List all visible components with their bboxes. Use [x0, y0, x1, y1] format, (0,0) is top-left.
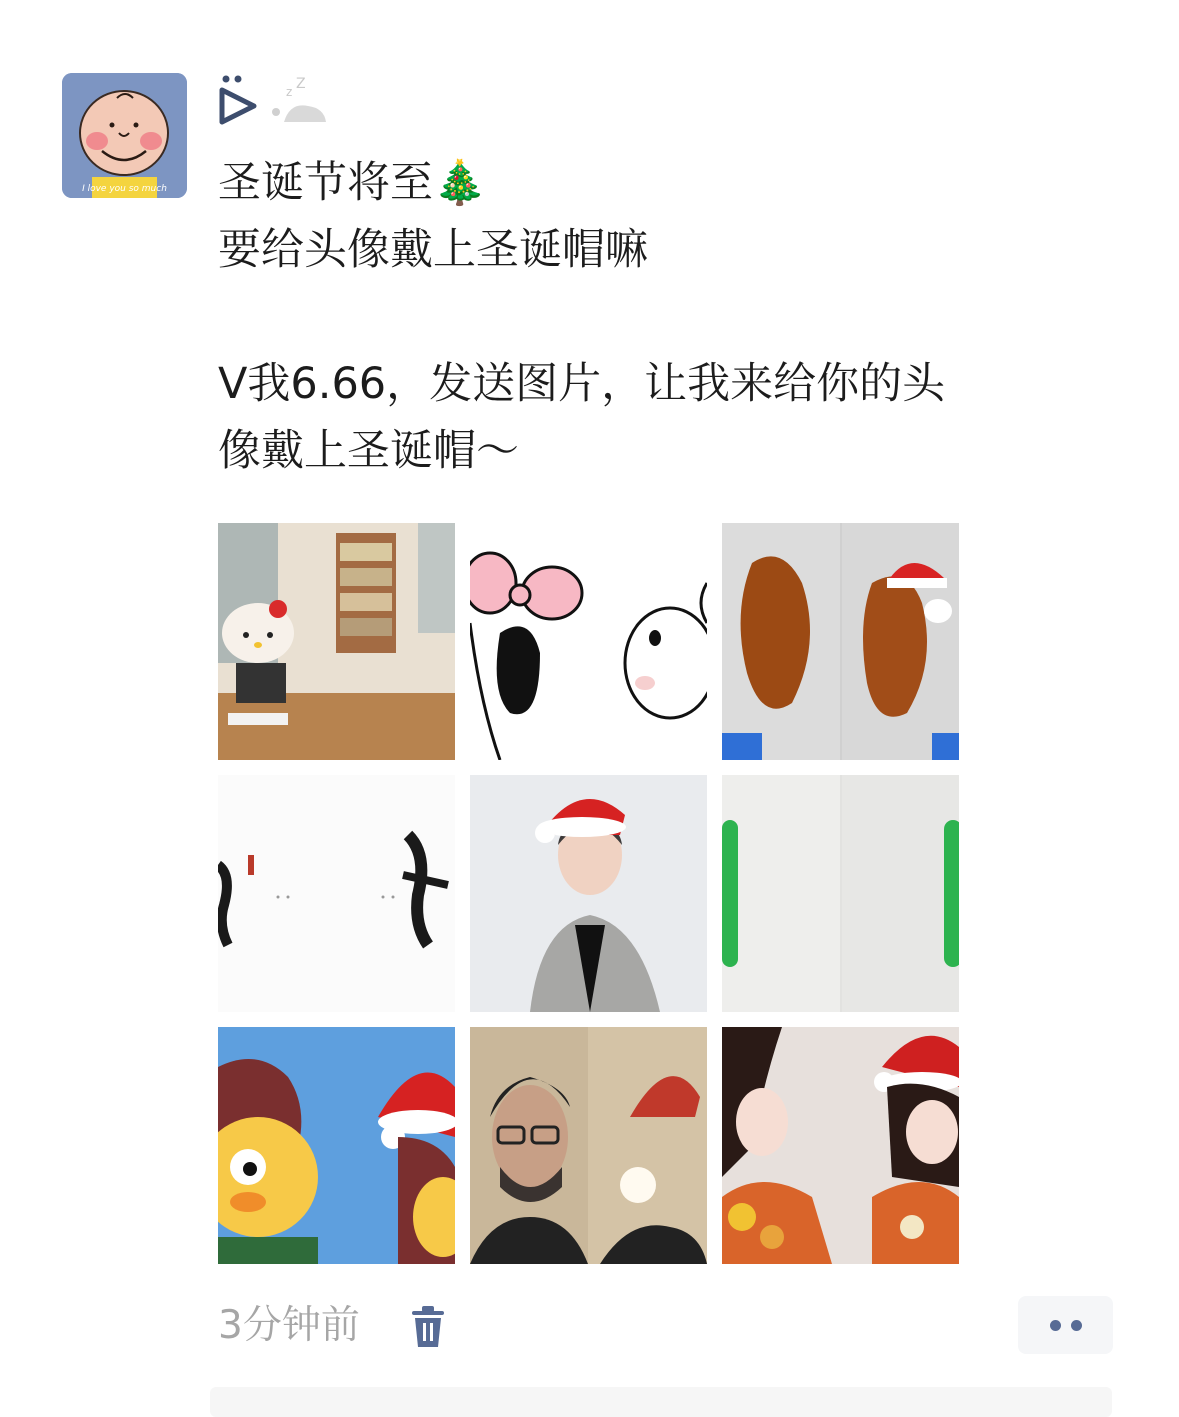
sleeping-zzz-icon	[268, 74, 330, 126]
post-timestamp: 3分钟前	[218, 1303, 360, 1348]
play-eyes-logo-icon	[218, 74, 258, 126]
post-text	[218, 150, 1108, 485]
more-dots-icon	[1050, 1320, 1061, 1331]
photo-thumbnail[interactable]	[218, 523, 455, 760]
woman-with-hat-and-flowers-image	[722, 1027, 959, 1264]
bearded-man-sketch-image	[470, 1027, 707, 1264]
nickname[interactable]	[218, 70, 330, 130]
svg-text:z: z	[286, 85, 293, 99]
charlie-brown-avatar-image	[62, 73, 187, 198]
man-with-christmas-hat-image	[470, 775, 707, 1012]
cartoon-dogs-image	[470, 523, 707, 760]
photo-thumbnail[interactable]	[722, 523, 959, 760]
post-line-4: 像戴上圣诞帽～	[218, 426, 519, 476]
comment-area	[210, 1387, 1112, 1417]
photo-thumbnail[interactable]	[470, 523, 707, 760]
photo-thumbnail[interactable]	[470, 1027, 707, 1264]
photo-thumbnail[interactable]	[722, 1027, 959, 1264]
photo-thumbnail[interactable]	[722, 775, 959, 1012]
more-button[interactable]	[1018, 1296, 1113, 1354]
hello-kitty-library-image	[218, 523, 455, 760]
post-line-1: 圣诞节将至🎄	[218, 158, 487, 208]
ink-calligraphy-image	[218, 775, 455, 1012]
post-line-3: V我6.66，发送图片，让我来给你的头	[218, 359, 946, 409]
photo-thumbnail[interactable]	[218, 775, 455, 1012]
avatar-caption: I love you so much	[82, 184, 167, 194]
photo-grid	[218, 523, 959, 1264]
svg-text:Z: Z	[296, 76, 306, 92]
post-line-2: 要给头像戴上圣诞帽嘛	[218, 225, 648, 275]
avatar[interactable]	[62, 73, 187, 198]
roast-duck-image	[722, 523, 959, 760]
photo-thumbnail[interactable]	[470, 775, 707, 1012]
trash-icon[interactable]	[408, 1305, 448, 1349]
cartoon-duck-character-image	[218, 1027, 455, 1264]
more-dots-icon	[1071, 1320, 1082, 1331]
post-blank-line	[218, 284, 1108, 351]
green-bar-image	[722, 775, 959, 1012]
photo-thumbnail[interactable]	[218, 1027, 455, 1264]
